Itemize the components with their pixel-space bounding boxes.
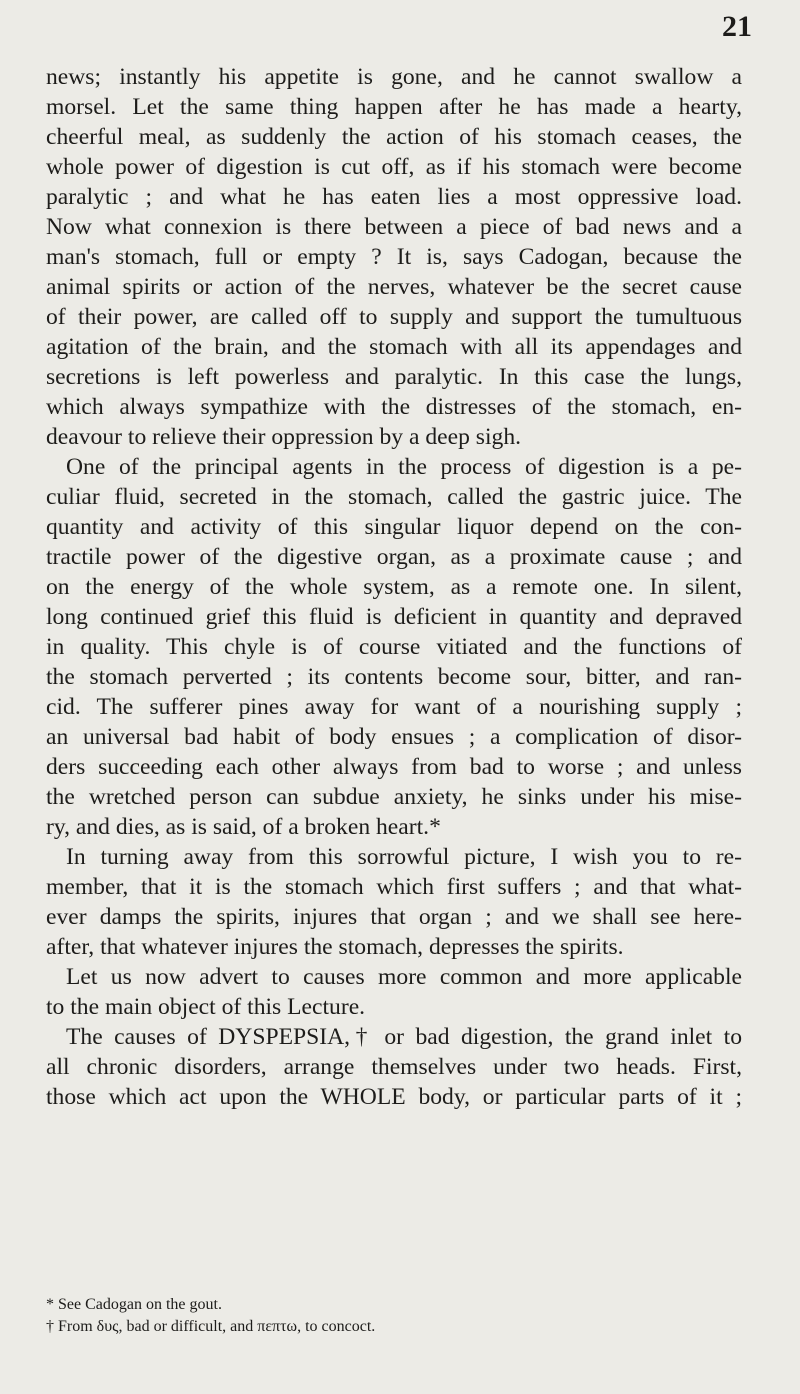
text-line: ders succeeding each other always from bad to worse ; and unless bbox=[46, 754, 742, 780]
text-line: on the energy of the whole system, as a remote one. In silent, bbox=[46, 574, 742, 600]
text-line: cid. The sufferer pines away for want of a nourishing supply ; bbox=[46, 694, 742, 720]
footnote: † From δυς, bad or difficult, and πεπτω, to concoct. bbox=[46, 1318, 376, 1335]
text-line: morsel. Let the same thing happen after he has made a hearty, bbox=[46, 94, 742, 120]
text-line: those which act upon the WHOLE body, or particular parts of it ; bbox=[46, 1084, 742, 1110]
text-line: news; instantly his appetite is gone, and he cannot swallow a bbox=[46, 64, 742, 90]
text-line: secretions is left powerless and paralytic. In this case the lungs, bbox=[46, 364, 742, 390]
text-line: after, that whatever injures the stomach, depresses the spirits. bbox=[46, 934, 624, 960]
page-number: 21 bbox=[722, 10, 752, 43]
text-line: Now what connexion is there between a piece of bad news and a bbox=[46, 214, 742, 240]
text-line: agitation of the brain, and the stomach with all its appendages and bbox=[46, 334, 742, 360]
text-line: culiar fluid, secreted in the stomach, called the gastric juice. The bbox=[46, 484, 742, 510]
text-line: all chronic disorders, arrange themselves under two heads. First, bbox=[46, 1054, 742, 1080]
text-line: the stomach perverted ; its contents become sour, bitter, and ran- bbox=[46, 664, 742, 690]
body-text bbox=[46, 62, 742, 1112]
text-line: ever damps the spirits, injures that organ ; and we shall see here- bbox=[46, 904, 742, 930]
text-line: Let us now advert to causes more common and more applicable bbox=[66, 964, 742, 990]
text-line: which always sympathize with the distresses of the stomach, en- bbox=[46, 394, 742, 420]
footnotes bbox=[46, 1294, 742, 1338]
text-line: in quality. This chyle is of course vitiated and the functions of bbox=[46, 634, 742, 660]
text-line: whole power of digestion is cut off, as if his stomach were become bbox=[46, 154, 742, 180]
footnote: * See Cadogan on the gout. bbox=[46, 1296, 222, 1313]
text-line: tractile power of the digestive organ, as a proximate cause ; and bbox=[46, 544, 742, 570]
text-line: deavour to relieve their oppression by a deep sigh. bbox=[46, 424, 522, 450]
text-line: In turning away from this sorrowful picture, I wish you to re- bbox=[66, 844, 742, 870]
text-line: animal spirits or action of the nerves, whatever be the secret cause bbox=[46, 274, 742, 300]
text-line: an universal bad habit of body ensues ; a complication of disor- bbox=[46, 724, 742, 750]
text-line: of their power, are called off to supply and support the tumultuous bbox=[46, 304, 742, 330]
text-line: paralytic ; and what he has eaten lies a most oppressive load. bbox=[46, 184, 742, 210]
text-line: long continued grief this fluid is deficient in quantity and depraved bbox=[46, 604, 742, 630]
text-line: ry, and dies, as is said, of a broken heart.* bbox=[46, 814, 441, 840]
text-line: the wretched person can subdue anxiety, he sinks under his mise- bbox=[46, 784, 742, 810]
text-line: to the main object of this Lecture. bbox=[46, 994, 366, 1020]
text-line: quantity and activity of this singular liquor depend on the con- bbox=[46, 514, 742, 540]
text-line: man's stomach, full or empty ? It is, says Cadogan, because the bbox=[46, 244, 742, 270]
text-line: cheerful meal, as suddenly the action of his stomach ceases, the bbox=[46, 124, 742, 150]
text-line: One of the principal agents in the process of digestion is a pe- bbox=[66, 454, 742, 480]
text-line: member, that it is the stomach which first suffers ; and that what- bbox=[46, 874, 742, 900]
text-line: The causes of DYSPEPSIA,† or bad digestion, the grand inlet to bbox=[66, 1024, 742, 1050]
